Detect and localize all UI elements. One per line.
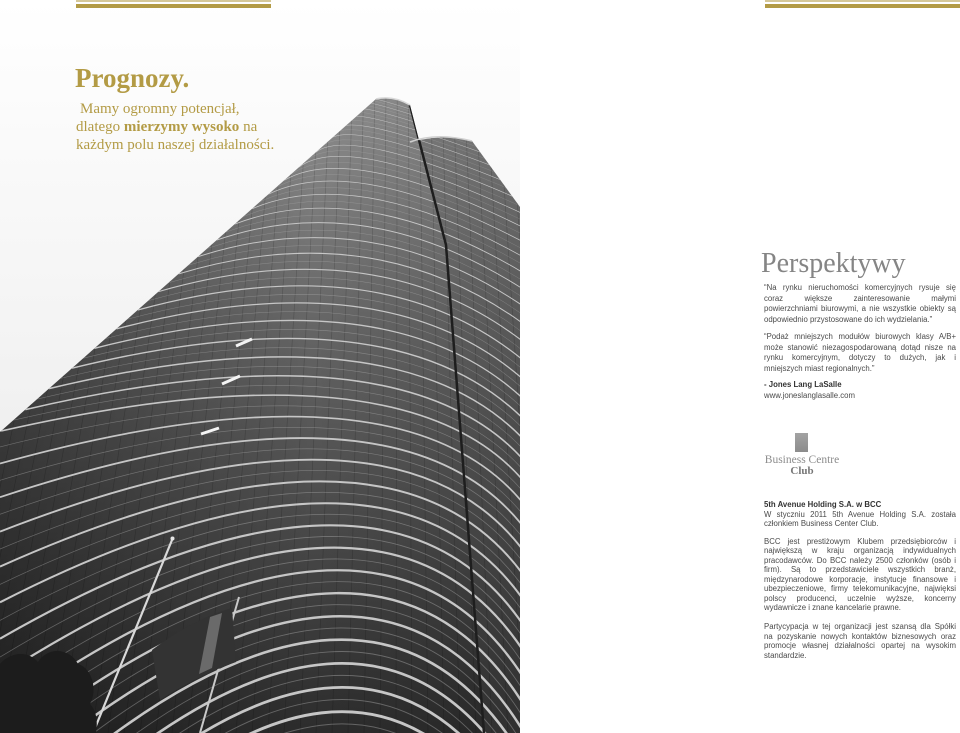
- text-line: ubezpieczeniowe, firmy telekomunikacyjne, najwięksi: [764, 584, 956, 594]
- page-title: Prognozy.: [75, 63, 190, 93]
- bcc-title: 5th Avenue Holding S.A. w BCC: [764, 500, 882, 509]
- gold-rule-thin: [765, 0, 960, 2]
- intro-line-2-start: dlatego: [76, 119, 124, 135]
- logo-text-line-2: Club: [790, 465, 814, 477]
- intro-line-1: Mamy ogromny potencjał,: [80, 101, 240, 117]
- text-line: polscy producenci, uczelnie wyższe, koncerny: [764, 593, 956, 603]
- text-line: wydawnicze i znane kancelarie prawne.: [764, 603, 901, 613]
- text-line: powierzchniami biurowymi, a nie wszystkie obiekty są: [764, 304, 956, 313]
- text-line: członkiem Business Center Club.: [764, 519, 879, 528]
- text-line: standardzie.: [764, 650, 807, 660]
- text-line: międzynarodowe korporacje, instytucje finansowe i: [764, 574, 956, 584]
- section-heading: Perspektywy: [761, 248, 906, 279]
- intro-tagline: [76, 100, 274, 154]
- intro-line-2-end: na: [239, 119, 258, 135]
- market-quote-2: [764, 332, 956, 374]
- intro-line-3: każdym polu naszej działalności.: [76, 137, 275, 153]
- text-line: W styczniu 2011 5th Avenue Holding S.A. została: [764, 509, 956, 519]
- text-line: coraz większe zainteresowanie małymi: [764, 293, 956, 303]
- text-line: na pozyskanie nowych kontaktów biznesowych oraz: [764, 631, 956, 641]
- text-line: może stanowić niezagospodarowaną dotąd nisze na: [764, 342, 956, 352]
- gold-rule-right: [765, 0, 960, 8]
- text-line: rynku komercyjnym, dotyczy to dużych, jak i: [764, 353, 956, 362]
- text-line: mniejszych miast regionalnych.”: [764, 363, 875, 373]
- text-line: “Na rynku nieruchomości komercyjnych rysuje się: [764, 283, 956, 292]
- gold-rule-thick: [765, 4, 960, 8]
- logo-text-line-1: Business Centre: [764, 454, 840, 466]
- text-line: odpowiednio przystosowane do ich wydzielania.”: [764, 314, 933, 324]
- gold-rule-thin: [76, 0, 271, 2]
- text-line: firm). Są to przedstawiciele wszystkich branż,: [764, 565, 956, 575]
- bcc-membership-intro: [764, 500, 956, 529]
- flagpole-finial: [171, 537, 175, 541]
- logo-mark: [795, 433, 808, 452]
- source-name: - Jones Lang LaSalle: [764, 380, 842, 389]
- intro-line-2-emphasis: mierzymy wysoko: [123, 119, 240, 135]
- bcc-closing: [764, 622, 956, 661]
- text-line: pracodawców. Do BCC należy 2500 członków (osób i: [764, 555, 956, 565]
- market-quote-1: [764, 283, 956, 325]
- gold-rule-left: [76, 0, 271, 8]
- quote-source: [764, 379, 956, 401]
- text-line: promocje własnej działalności opartej na wysokim: [764, 641, 956, 651]
- text-line: największą w kraju organizacją indywidualnych: [764, 546, 956, 556]
- business-centre-club-logo: [764, 433, 840, 477]
- bcc-description: [764, 537, 956, 613]
- source-url: www.joneslanglasalle.com: [764, 391, 856, 400]
- text-line: Partycypacja w tej organizacji jest szansą dla Spółki: [764, 622, 956, 631]
- text-line: “Podaż mniejszych modułów biurowych klasy A/B+: [764, 332, 956, 341]
- text-line: BCC jest prestiżowym Klubem przedsiębiorców i: [764, 537, 956, 546]
- gold-rule-thick: [76, 4, 271, 8]
